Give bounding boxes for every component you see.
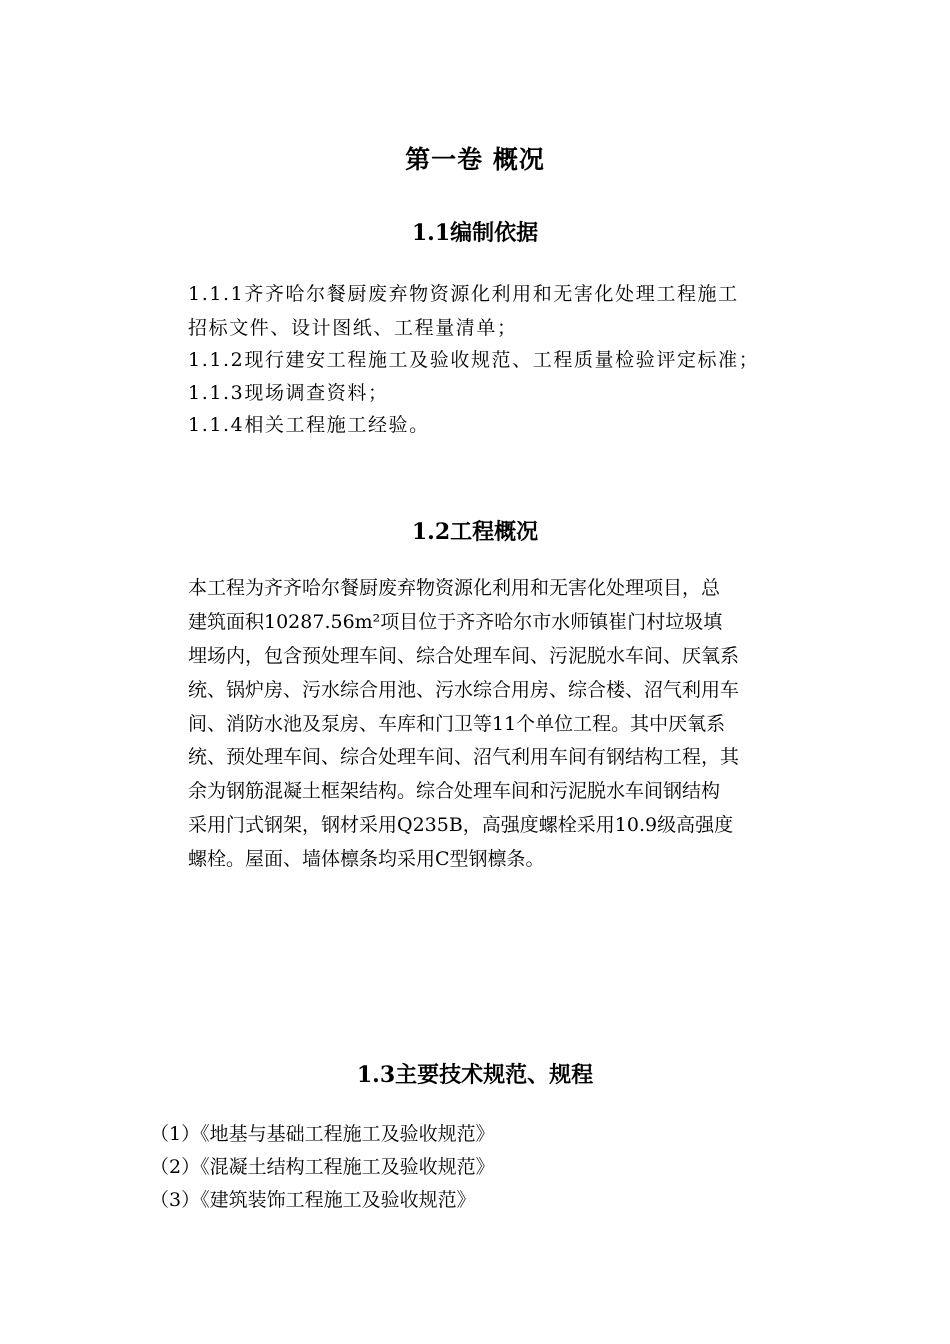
- section-1-2-line: 统、锅炉房、污水综合用池、污水综合用房、综合楼、沼气利用车: [188, 679, 740, 701]
- document-title: 第一卷 概况: [405, 145, 545, 174]
- standard-list-item: （3）《建筑装饰工程施工及验收规范》: [150, 1189, 476, 1211]
- section-heading-1-3: 1.3主要技术规范、规程: [356, 1062, 594, 1088]
- section-1-1-line: 1.1.3现场调查资料；: [188, 382, 389, 404]
- section-1-1-line: 1.1.1齐齐哈尔餐厨废弃物资源化利用和无害化处理工程施工: [188, 283, 739, 305]
- section-1-2-line: 埋场内，包含预处理车间、综合处理车间、污泥脱水车间、厌氧系: [188, 645, 740, 667]
- section-1-2-line: 螺栓。屋面、墙体檩条均采用C型钢檩条。: [188, 848, 545, 870]
- section-1-2-line: 间、消防水池及泵房、车库和门卫等11个单位工程。其中厌氧系: [188, 713, 726, 735]
- section-heading-1-1: 1.1编制依据: [411, 220, 539, 246]
- standard-list-item: （2）《混凝土结构工程施工及验收规范》: [150, 1156, 495, 1178]
- section-1-2-line: 本工程为齐齐哈尔餐厨废弃物资源化利用和无害化处理项目，总: [188, 577, 721, 599]
- section-1-1-line: 1.1.4相关工程施工经验。: [188, 414, 430, 436]
- section-1-2-line: 统、预处理车间、综合处理车间、沼气利用车间有钢结构工程，其: [188, 746, 740, 768]
- section-1-2-line: 采用门式钢架，钢材采用Q235B，高强度螺栓采用10.9级高强度: [188, 814, 734, 836]
- section-1-2-line: 建筑面积10287.56m²项目位于齐齐哈尔市水师镇崔门村垃圾填: [188, 611, 723, 633]
- section-1-2-line: 余为钢筋混凝土框架结构。综合处理车间和污泥脱水车间钢结构: [188, 780, 721, 802]
- section-1-1-line: 1.1.2现行建安工程施工及验收规范、工程质量检验评定标准；: [188, 349, 760, 371]
- section-1-1-line: 招标文件、设计图纸、工程量清单；: [188, 317, 518, 339]
- section-heading-1-2: 1.2工程概况: [411, 519, 539, 545]
- standard-list-item: （1）《地基与基础工程施工及验收规范》: [150, 1123, 495, 1145]
